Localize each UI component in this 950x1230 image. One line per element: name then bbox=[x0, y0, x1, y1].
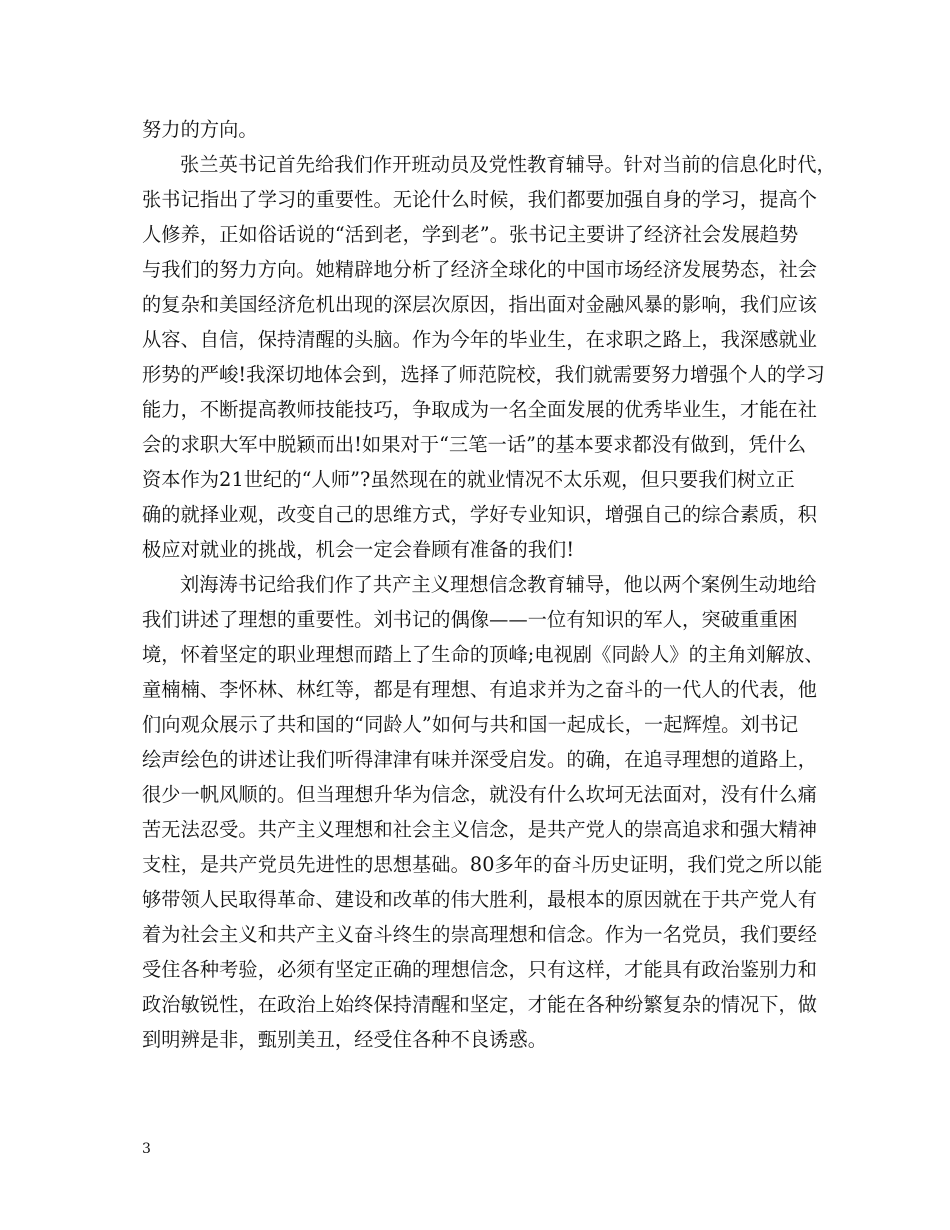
text-line: 着为社会主义和共产主义奋斗终生的崇高理想和信念。作为一名党员，我们要经 bbox=[142, 923, 818, 946]
text-line: 刘海涛书记给我们作了共产主义理想信念教育辅导，他以两个案例生动地给 bbox=[180, 573, 817, 596]
page-number: 3 bbox=[142, 1141, 151, 1157]
text-line: 的复杂和美国经济危机出现的深层次原因，指出面对金融风暴的影响，我们应该 bbox=[142, 293, 818, 316]
text-line: 确的就择业观，改变自己的思维方式，学好专业知识，增强自己的综合素质，积 bbox=[142, 503, 818, 526]
text-line: 苦无法忍受。共产主义理想和社会主义信念，是共产党人的崇高追求和强大精神 bbox=[142, 818, 818, 841]
text-line: 张书记指出了学习的重要性。无论什么时候，我们都要加强自身的学习，提高个 bbox=[142, 188, 818, 211]
text-line: 从容、自信，保持清醒的头脑。作为今年的毕业生，在求职之路上，我深感就业 bbox=[142, 328, 818, 351]
text-line: 童楠楠、李怀林、林红等，都是有理想、有追求并为之奋斗的一代人的代表，他 bbox=[142, 678, 818, 701]
text-line: 张兰英书记首先给我们作开班动员及党性教育辅导。针对当前的信息化时代， bbox=[180, 153, 836, 176]
text-line: 资本作为21世纪的“人师”?虽然现在的就业情况不太乐观，但只要我们树立正 bbox=[142, 468, 795, 491]
text-line: 很少一帆风顺的。但当理想升华为信念，就没有什么坎坷无法面对，没有什么痛 bbox=[142, 783, 818, 806]
text-line: 绘声绘色的讲述让我们听得津津有味并深受启发。的确，在追寻理想的道路上， bbox=[142, 748, 818, 771]
text-line: 受住各种考验，必须有坚定正确的理想信念，只有这样，才能具有政治鉴别力和 bbox=[142, 958, 818, 981]
text-line: 能力，不断提高教师技能技巧，争取成为一名全面发展的优秀毕业生，才能在社 bbox=[142, 398, 818, 421]
text-line: 到明辨是非，甄别美丑，经受住各种不良诱惑。 bbox=[142, 1028, 548, 1051]
text-line: 努力的方向。 bbox=[142, 118, 258, 141]
text-line: 人修养，正如俗话说的“活到老，学到老”。张书记主要讲了经济社会发展趋势 bbox=[142, 223, 799, 246]
text-line: 们向观众展示了共和国的“同龄人”如何与共和国一起成长，一起辉煌。刘书记 bbox=[142, 713, 799, 736]
text-line: 极应对就业的挑战，机会一定会眷顾有准备的我们! bbox=[142, 538, 575, 561]
text-line: 形势的严峻!我深切地体会到，选择了师范院校，我们就需要努力增强个人的学习 bbox=[142, 363, 825, 386]
text-line: 境，怀着坚定的职业理想而踏上了生命的顶峰;电视剧《同龄人》的主角刘解放、 bbox=[142, 643, 824, 666]
text-line: 支柱，是共产党员先进性的思想基础。80多年的奋斗历史证明，我们党之所以能 bbox=[142, 853, 823, 876]
text-line: 够带领人民取得革命、建设和改革的伟大胜利，最根本的原因就在于共产党人有 bbox=[142, 888, 818, 911]
text-line: 会的求职大军中脱颖而出!如果对于“三笔一话”的基本要求都没有做到，凭什么 bbox=[142, 433, 807, 456]
text-line: 与我们的努力方向。她精辟地分析了经济全球化的中国市场经济发展势态，社会 bbox=[142, 258, 818, 281]
text-line: 政治敏锐性，在政治上始终保持清醒和坚定，才能在各种纷繁复杂的情况下，做 bbox=[142, 993, 818, 1016]
text-line: 我们讲述了理想的重要性。刘书记的偶像——一位有知识的军人，突破重重困 bbox=[142, 608, 798, 631]
